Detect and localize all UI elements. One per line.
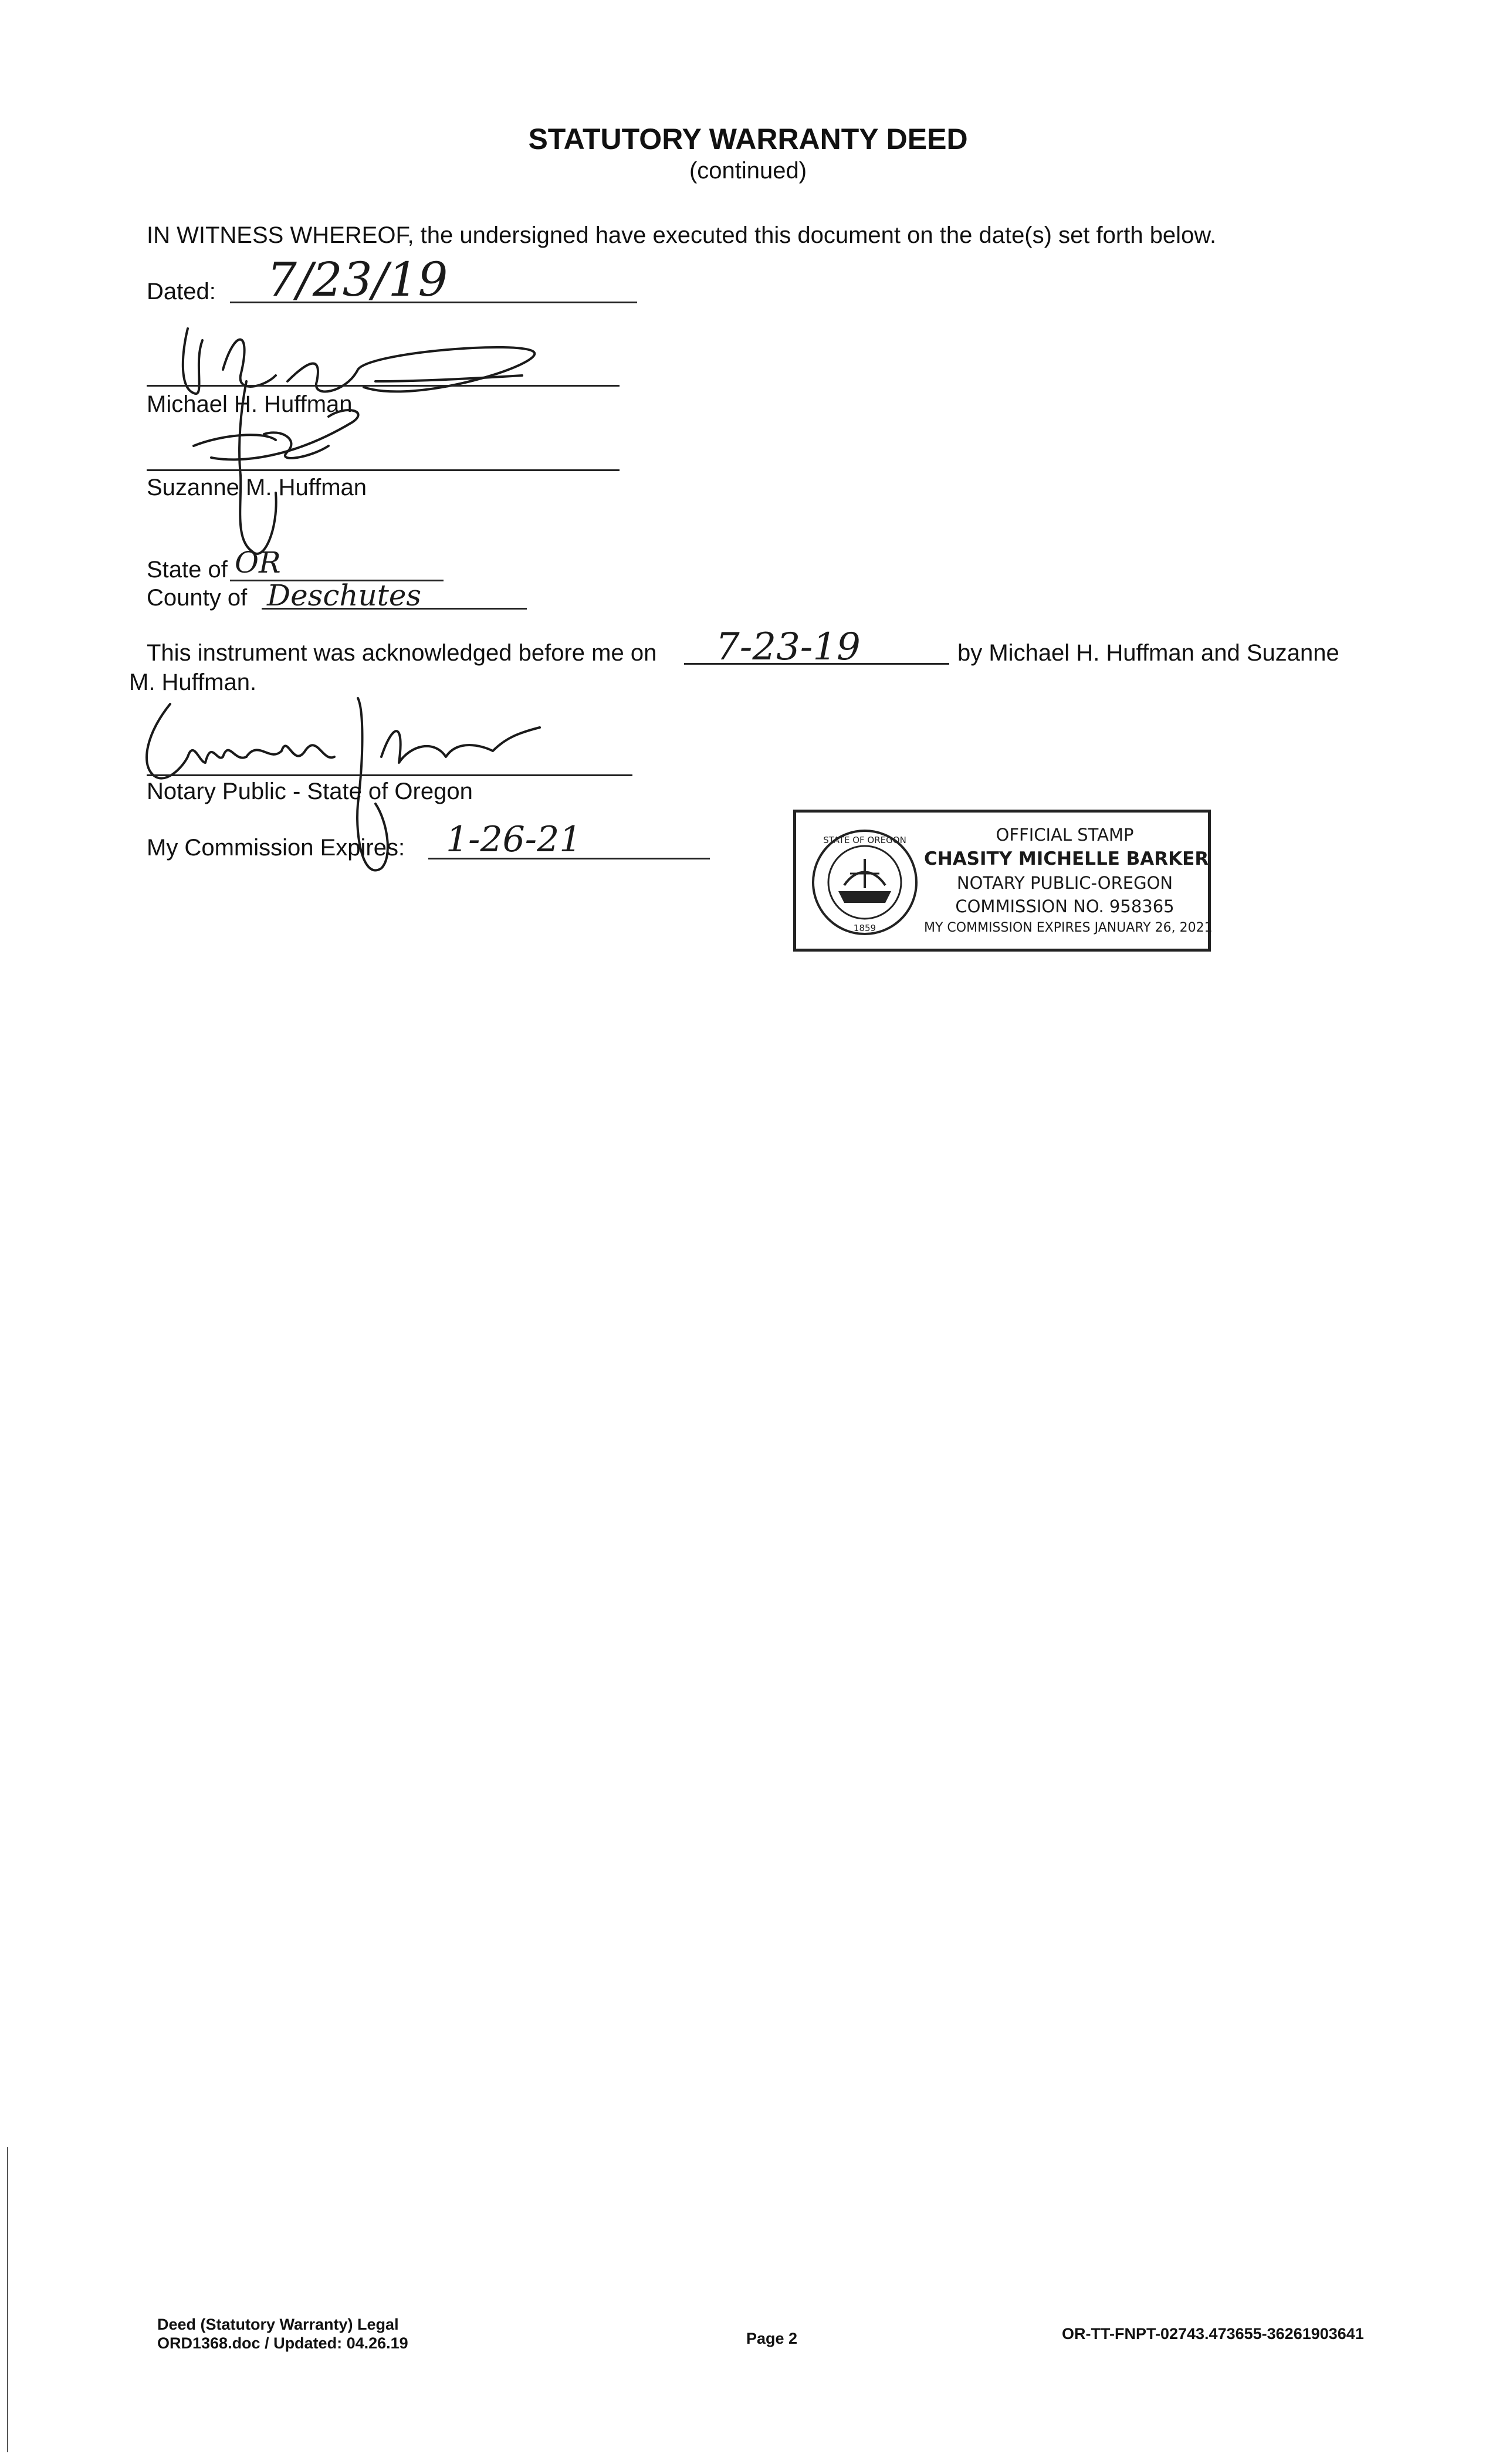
footer-page-number: Page 2 [746,2330,798,2347]
signer1-name: Michael H. Huffman [147,391,353,417]
commission-expires-label: My Commission Expires: [147,835,405,861]
state-label: State of [147,557,228,583]
acknowledgment-text-after: by Michael H. Huffman and Suzanne [957,640,1339,666]
county-handwritten-value: Deschutes [267,578,422,612]
stamp-heading: OFFICIAL STAMP [996,825,1134,845]
oregon-state-seal-icon [809,827,920,938]
county-label: County of [147,585,248,611]
notary-official-stamp [793,810,1211,952]
signer2-name: Suzanne M. Huffman [147,475,367,500]
stamp-notary-jurisdiction: NOTARY PUBLIC-OREGON [956,873,1173,893]
footer-form-name: Deed (Statutory Warranty) Legal [157,2316,399,2333]
notary-signature-line [147,774,632,776]
scan-edge-mark [7,2147,8,2452]
dated-label: Dated: [147,279,216,304]
acknowledgment-text: This instrument was acknowledged before me on [147,640,657,666]
stamp-commission-number: COMMISSION NO. 958365 [955,896,1175,916]
state-handwritten-value: OR [235,546,281,580]
witness-statement: IN WITNESS WHEREOF, the undersigned have executed this document on the date(s) set forth below. [147,222,1217,248]
ack-date-handwritten-value: 7-23-19 [716,625,861,669]
footer-order-number: OR-TT-FNPT-02743.473655-36261903641 [1062,2325,1364,2343]
document-title: STATUTORY WARRANTY DEED [528,123,968,155]
acknowledgment-text-continued: M. Huffman. [129,669,257,695]
stamp-text [924,823,1213,938]
notary-title-label: Notary Public - State of Oregon [147,779,473,804]
commission-expires-handwritten-value: 1-26-21 [446,819,582,860]
stamp-notary-name: CHASITY MICHELLE BARKER [924,848,1209,869]
signer2-signature-line [147,469,620,471]
document-subtitle: (continued) [689,158,807,184]
dated-handwritten-value: 7/23/19 [267,252,448,307]
stamp-commission-expiry: MY COMMISSION EXPIRES JANUARY 26, 2021 [924,920,1213,935]
seal-top-text: STATE OF OREGON [823,835,906,845]
seal-year: 1859 [853,923,876,933]
footer-form-id: ORD1368.doc / Updated: 04.26.19 [157,2334,408,2352]
